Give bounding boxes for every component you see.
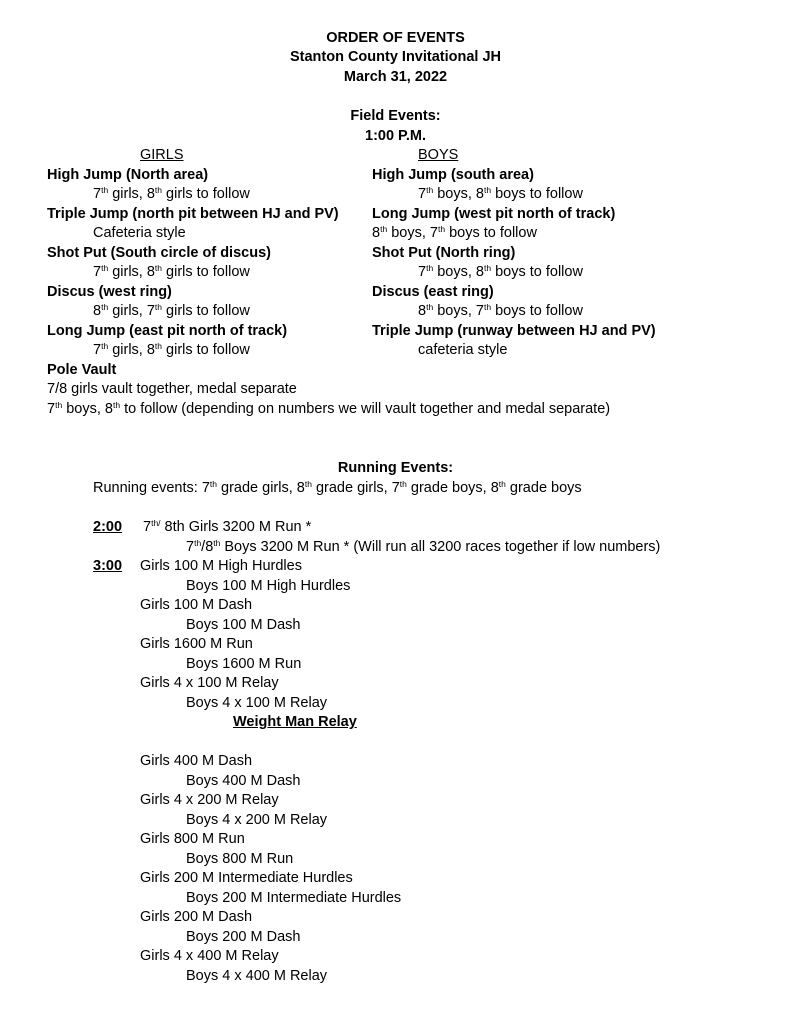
- running-event-boys: Boys 100 M High Hurdles: [186, 578, 351, 594]
- girls-event-triple-jump: Triple Jump (north pit between HJ and PV): [47, 206, 339, 222]
- girls-event-shot-put: Shot Put (South circle of discus): [47, 245, 271, 261]
- boys-event-note: 7th boys, 8th boys to follow: [418, 263, 583, 280]
- running-event-girls: Girls 4 x 100 M Relay: [140, 675, 279, 691]
- running-events-heading: Running Events:: [337, 460, 454, 476]
- girls-event-note: Cafeteria style: [93, 225, 186, 241]
- boys-event-triple-jump: Triple Jump (runway between HJ and PV): [372, 323, 656, 339]
- boys-event-note: 7th boys, 8th boys to follow: [418, 185, 583, 202]
- running-event-girls: Girls 800 M Run: [140, 831, 245, 847]
- running-event-boys: Boys 400 M Dash: [186, 773, 301, 789]
- girls-event-note: 7th girls, 8th girls to follow: [93, 341, 250, 358]
- meet-name: Stanton County Invitational JH: [289, 49, 502, 65]
- boys-column-heading: BOYS: [418, 147, 459, 163]
- field-events-time: 1:00 P.M.: [365, 128, 426, 144]
- weight-man-relay: Weight Man Relay: [233, 714, 357, 730]
- running-events-order: Running events: 7th grade girls, 8th grade girls, 7th grade boys, 8th grade boys: [93, 479, 582, 496]
- running-event-boys: Boys 4 x 400 M Relay: [186, 968, 328, 984]
- meet-date: March 31, 2022: [343, 69, 448, 85]
- pole-vault-boys-note: 7th boys, 8th to follow (depending on numbers we will vault together and medal separate): [47, 400, 611, 417]
- girls-column-heading: GIRLS: [140, 147, 184, 163]
- girls-event-note: 7th girls, 8th girls to follow: [93, 185, 250, 202]
- time-label-3-00: 3:00: [93, 558, 123, 574]
- running-event-boys: Boys 200 M Intermediate Hurdles: [186, 890, 402, 906]
- girls-event-note: 7th girls, 8th girls to follow: [93, 263, 250, 280]
- girls-event-discus: Discus (west ring): [47, 284, 172, 300]
- running-event-girls: Girls 200 M Dash: [140, 909, 253, 925]
- running-event-girls: Girls 200 M Intermediate Hurdles: [140, 870, 353, 886]
- running-event-boys: Boys 4 x 100 M Relay: [186, 695, 328, 711]
- boys-event-shot-put: Shot Put (North ring): [372, 245, 516, 261]
- running-event-girls: Girls 4 x 400 M Relay: [140, 948, 279, 964]
- boys-event-note: 8th boys, 7th boys to follow: [372, 224, 537, 241]
- girls-event-long-jump: Long Jump (east pit north of track): [47, 323, 288, 339]
- running-event-boys: Boys 100 M Dash: [186, 617, 301, 633]
- running-event-boys: Boys 800 M Run: [186, 851, 294, 867]
- running-event-boys: Boys 1600 M Run: [186, 656, 302, 672]
- boys-event-note: 8th boys, 7th boys to follow: [418, 302, 583, 319]
- running-event-girls: Girls 4 x 200 M Relay: [140, 792, 279, 808]
- boys-event-note: cafeteria style: [418, 342, 508, 358]
- running-event-girls: Girls 100 M Dash: [140, 597, 253, 613]
- boys-event-long-jump: Long Jump (west pit north of track): [372, 206, 616, 222]
- girls-event-note: 8th girls, 7th girls to follow: [93, 302, 250, 319]
- running-event-girls: Girls 100 M High Hurdles: [140, 558, 302, 574]
- running-event-boys: Boys 4 x 200 M Relay: [186, 812, 328, 828]
- pole-vault-girls-note: 7/8 girls vault together, medal separate: [47, 381, 297, 397]
- boys-event-discus: Discus (east ring): [372, 284, 494, 300]
- girls-event-high-jump: High Jump (North area): [47, 167, 209, 183]
- document-title: ORDER OF EVENTS: [326, 30, 465, 46]
- event-girls-3200: $7^{th/}$ 8th Girls 3200 M Run *: [143, 518, 312, 535]
- running-event-girls: Girls 1600 M Run: [140, 636, 253, 652]
- event-boys-3200: 7th/8th Boys 3200 M Run * (Will run all 3200 races together if low numbers): [186, 538, 661, 555]
- boys-event-high-jump: High Jump (south area): [372, 167, 534, 183]
- field-events-heading: Field Events:: [350, 108, 441, 124]
- pole-vault-heading: Pole Vault: [47, 362, 117, 378]
- time-label-2-00: 2:00: [93, 519, 123, 535]
- running-event-girls: Girls 400 M Dash: [140, 753, 253, 769]
- running-event-boys: Boys 200 M Dash: [186, 929, 301, 945]
